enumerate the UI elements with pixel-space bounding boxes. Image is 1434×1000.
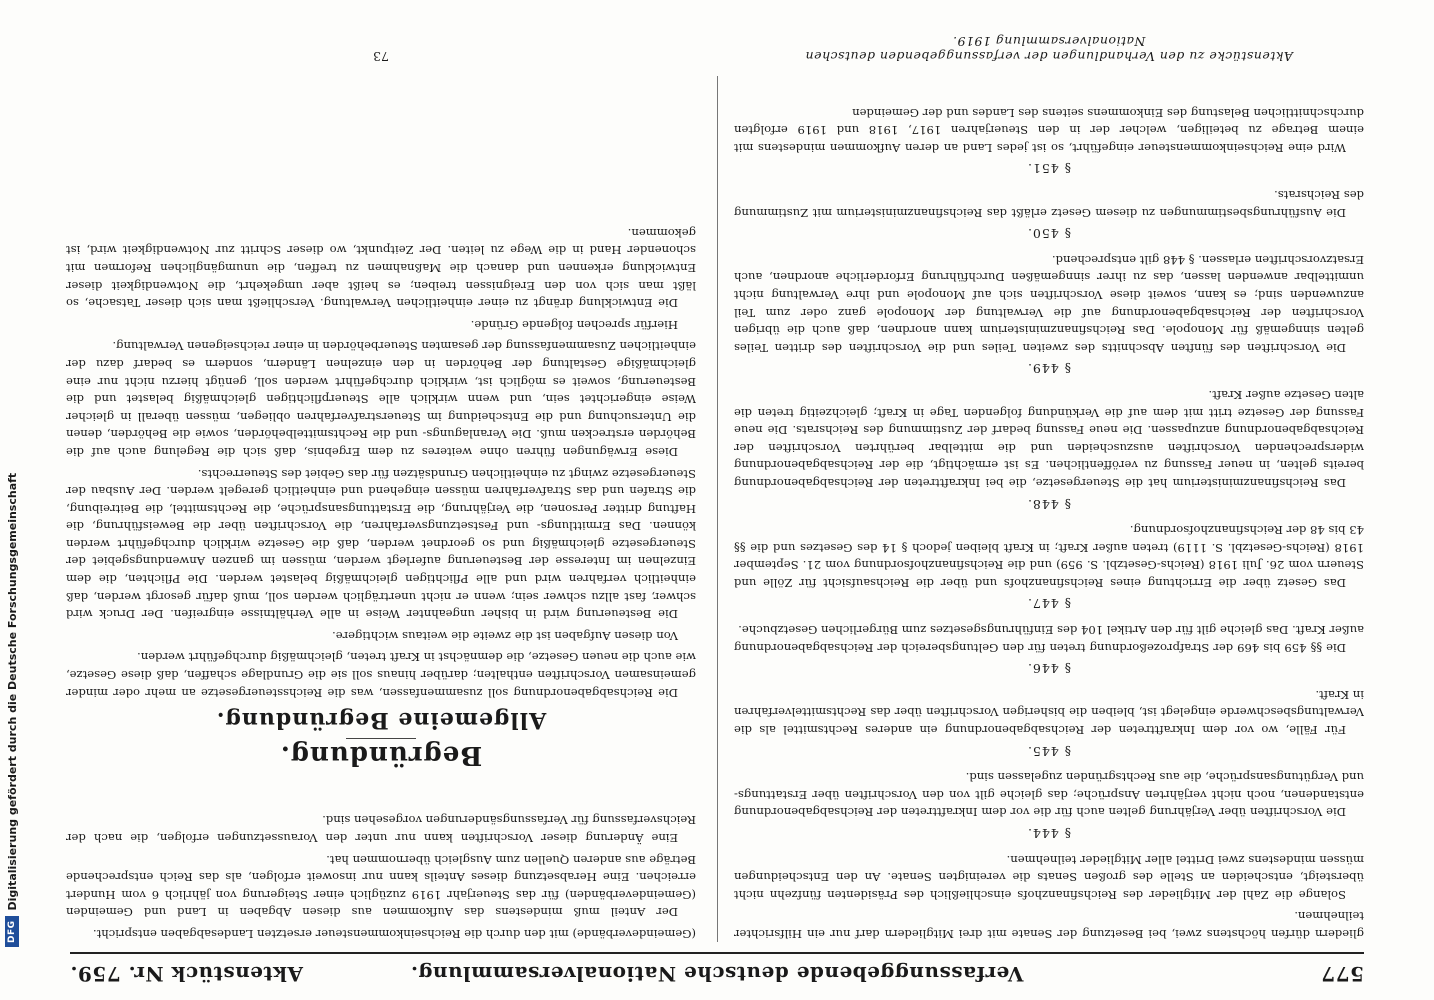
paragraph: Die Ausführungsbestimmungen zu diesem Gesetz erläßt das Reichsfinanzministerium mit Zustimmung des Reichsrats. [734, 188, 1364, 220]
section-heading: § 451. [1026, 161, 1072, 177]
paragraph: Von diesen Aufgaben ist die zweite die weitaus wichtigere. [332, 628, 678, 643]
footer-note: Aktenstücke zu den Verhandlungen der verfassunggebenden deutschen Nationalversammlung 1919. [805, 34, 1293, 64]
section-heading: § 445. [1026, 743, 1072, 759]
paragraph: Die Entwicklung drängt zu einer einheitlichen Verwaltung. Verschließt man sich dieser Tatsache, so läßt man sich von den Ereignissen treiben; es heißt aber umgekehrt, die Notwendigkeit dieser Entwicklung erkennen und danach die Maßnahmen zu treffen, die unumgänglichen Reformen mit schonender Hand in die Wege zu leiten. Der Zeitpunkt, wo dieser Schritt zur Notwendigkeit wird, ist gekommen. [66, 225, 696, 311]
paragraph: Wird eine Reichseinkommensteuer eingeführt, so ist jedes Land an deren Aufkommen mindestens mit einem Betrage zu beteiligen, welcher der in den Steuerjahren 1917, 1918 und 1919 erfolgten durchschnittlichen Belastung des Einkommens seitens des Landes und der Gemeinden [734, 105, 1364, 155]
running-header [70, 958, 1364, 986]
header-title: Verfassunggebende deutsche Nationalversammlung. [410, 962, 1024, 986]
paragraph: Die §§ 459 bis 469 der Strafprozeßordnung treten für den Geltungsbereich der Reichsabgabenordnung außer Kraft. Das gleiche gilt für den Artikel 104 des Einführungsgesetzes zum Bürgerlichen Gesetzbuche. [734, 623, 1364, 655]
paragraph: Das Reichsfinanzministerium hat die Steuergesetze, die bei Inkrafttreten der Reichsabgabenordnung bereits gelten, in neuer Fassung zu veröffentlichen. Es ist ermächtigt, die der Reichsabgabenordnung widersprechenden Vorschriften auszuscheiden und die mittelbar berührten Vorschriften der Reichsabgabenordnung anzupassen. Die neue Fassung bedarf der Zustimmung des Reichsrats. Die neue Fassung der Gesetze tritt mit dem auf die Verkündung folgenden Tage in Kraft; gleichzeitig treten die alten Gesetze außer Kraft. [734, 387, 1364, 490]
section-heading: § 449. [1026, 361, 1072, 377]
section-heading: § 448. [1026, 496, 1072, 512]
credit-text: Digitalisierung gefördert durch die Deutsche Forschungsgemeinschaft [5, 472, 19, 911]
section-heading: § 446. [1026, 661, 1072, 677]
section-title: Begründung. [279, 739, 483, 770]
footer-page-number: 73 [373, 49, 389, 64]
section-heading: § 447. [1026, 596, 1072, 612]
paragraph: Der Anteil muß mindestens das Aufkommen aus diesen Abgaben in Land und Gemeinden (Gemeindeverbänden) für das Steuerjahr 1919 zuzüglich einer Steigerung von jährlich 6 vom Hundert erreichen. Eine Herabsetzung dieses Anteils kann nur insoweit erfolgen, als das Reich entsprechende Beträge aus anderen Quellen zum Ausgleich übernommen hat. [66, 852, 696, 920]
paragraph: Die Reichsabgabenordnung soll zusammenfassen, was die Reichssteuergesetze an mehr oder minder gemeinsamen Vorschriften enthalten; darüber hinaus soll sie die Grundlage schaffen, daß diese Gesetze, wie auch die neuen Gesetze, die demnächst in Kraft treten, gleichmäßig durchgeführt werden. [66, 650, 696, 700]
paragraph: Solange die Zahl der Mitglieder des Reichsfinanzhofs einschließlich des Präsidenten fünfzehn nicht übersteigt, entscheiden an Stelle des großen Senats die vereinigten Senate. An den Entscheidungen müssen mindestens zwei Drittel aller Mitglieder teilnehmen. [734, 852, 1364, 902]
paragraph: Für Fälle, wo vor dem Inkrafttreten der Reichsabgabenordnung ein anderes Rechtsmittel als die Verwaltungsbeschwerde eingelegt ist, bleiben die bisherigen Vorschriften über das Rechtsmittelverfahren in Kraft. [734, 687, 1364, 738]
paragraph: Hierfür sprechen folgende Gründe. [470, 317, 678, 332]
paragraph: Die Vorschriften des fünften Abschnitts des zweiten Teiles und die Vorschriften des dritten Teiles gelten sinngemäß für Monopole. Das Reichsfinanzministerium kann anordnen, daß auch die übrigen Vorschriften der Reichsabgabenordnung auf die Verwaltung der Monopole ganz oder zum Teil anzuwenden sind; es kann, soweit diese Vorschriften sich auf Monopole und ihre Verwaltung nicht unmittelbar anwenden lassen, das zu ihrer sinngemäßen Durchführung Erforderliche anordnen, auch Ersatzvorschriften erlassen. § 448 gilt entsprechend. [734, 252, 1364, 355]
right-column [66, 76, 696, 942]
document-reference: Aktenstück Nr. 759. [70, 962, 304, 986]
paragraph: Das Gesetz über die Errichtung eines Reichsfinanzhofs und über die Reichsaufsicht für Zölle und Steuern vom 26. Juli 1918 (Reichs-Gesetzbl. S. 959) und die Reichsfinanzhofsordnung vom 21. September 1918 (Reichs-Gesetzbl. S. 1119) treten außer Kraft; in Kraft bleiben jedoch § 14 des Gesetzes und die §§ 43 bis 48 der Reichsfinanzhofsordnung. [734, 523, 1364, 590]
paragraph: gliedern dürfen höchstens zwei, bei Besetzung der Senate mit drei Mitgliedern darf nur ein Hilfsrichter teilnehmen. [734, 909, 1364, 941]
section-subtitle: Allgemeine Begründung. [215, 707, 547, 734]
page-number: 577 [1320, 962, 1364, 986]
section-heading: § 444. [1026, 826, 1072, 842]
paragraph: Die Vorschriften über Verjährung gelten auch für die vor dem Inkrafttreten der Reichsabgabenordnung entstandenen, noch nicht verjährten Ansprüche; das gleiche gilt von den Vorschriften über Erstattungs- und Vergütungsansprüche, die aus Rechtsgründen zugelassen sind. [734, 770, 1364, 820]
dfg-logo-icon: DFG [5, 916, 19, 947]
paragraph: Eine Änderung dieser Vorschriften kann nur unter den Voraussetzungen erfolgen, die nach der Reichsverfassung für Verfassungsänderungen vorgesehen sind. [66, 813, 696, 846]
left-column [734, 76, 1364, 942]
paragraph: Diese Erwägungen führen ohne weiteres zu dem Ergebnis, daß sich die Regelung auch auf die Behörden erstrecken muß. Die Veranlagungs- und die Rechtsmittelbehörden, sowie die Behörden, denen die Untersuchung und die Entscheidung im Steuerstrafverfahren obliegen, müssen überall in gleicher Weise eingerichtet sein, und wenn wirklich alle Steuerpflichtigen gleichmäßig belastet und die Besteuerung, soweit es möglich ist, wirklich durchgeführt werden soll, genügt hierzu nicht nur eine gleichmäßige Gestaltung der Behörden in den einzelnen Ländern, sondern es bedarf dazu der einheitlichen Zusammenfassung der gesamten Steuerbehörden in einer reichseigenen Verwaltung. [66, 339, 696, 459]
paragraph: (Gemeindeverbände) mit den durch die Reichseinkommensteuer ersetzten Landesabgaben entspricht. [92, 927, 696, 941]
header-rule [70, 952, 1364, 954]
column-divider [717, 76, 718, 942]
section-heading: § 450. [1026, 226, 1072, 242]
paragraph: Die Besteuerung wird in bisher ungeahnter Weise in alle Verhältnisse eingreifen. Der Druck wird schwer, fast allzu schwer sein; wenn er nicht unerträglich werden soll, muß dafür gesorgt werden, daß einheitlich verfahren wird und alle Pflichtigen gleichmäßig belastet werden. Die Pflichten, die dem Einzelnen im Interesse der Besteuerung auferlegt werden, müssen im ganzen Anwendungsgebiet der Steuergesetze gleichmäßig und so geordnet werden, daß die Gesetze wirklich durchgeführt werden können. Das Ermittlungs- und Festsetzungsverfahren, die Vorschriften über die Beweisführung, die Haftung dritter Personen, die Verjährung, die Erstattungsansprüche, die Rechtsmittel, die Beitreibung, die Strafen und das Strafverfahren müssen eingehend und einheitlich geregelt werden. Der Ausbau der Steuergesetze zwingt zu einheitlichen Grundsätzen für das Gebiet des Steuerrechts. [66, 466, 696, 622]
